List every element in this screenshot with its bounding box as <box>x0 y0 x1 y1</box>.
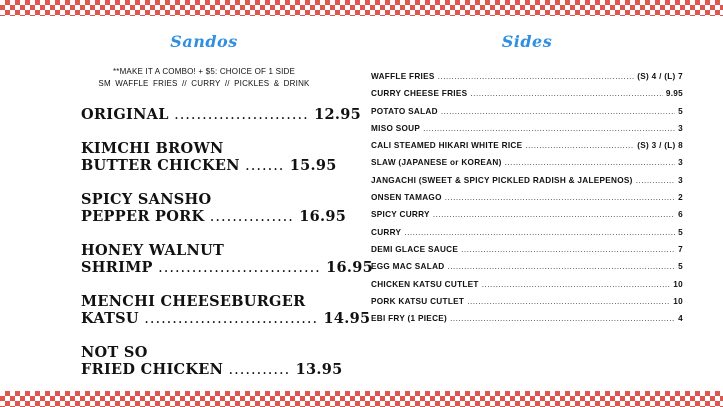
side-price: 10 <box>673 279 683 289</box>
side-name: SPICY CURRY <box>371 210 430 220</box>
side-name: ONSEN TAMAGO <box>371 193 442 203</box>
side-name: MISO SOUP <box>371 123 421 133</box>
side-item <box>371 158 683 175</box>
sando-name-line1: KIMCHI BROWN <box>81 140 224 157</box>
sides-title: Sides <box>501 32 553 51</box>
sando-item-kimchi <box>81 140 340 175</box>
dot-leader <box>433 210 675 219</box>
dot-leader: ........... <box>228 362 291 378</box>
side-item <box>371 314 683 331</box>
sando-item-fried-chicken <box>81 344 343 379</box>
side-name: SLAW (JAPANESE or KOREAN) <box>371 158 502 168</box>
side-price: 5 <box>678 106 683 116</box>
dot-leader <box>482 280 671 289</box>
dot-leader: ........................ <box>174 107 309 123</box>
side-name: CHICKEN KATSU CUTLET <box>371 279 479 289</box>
sando-item-menchi <box>81 293 371 328</box>
dot-leader <box>467 297 670 306</box>
sando-item-original <box>81 106 361 124</box>
dot-leader <box>445 193 675 202</box>
sando-price: 15.95 <box>289 157 337 174</box>
checkered-border-bottom <box>0 391 723 407</box>
side-price: 3 <box>678 123 683 133</box>
side-name: CALI STEAMED HIKARI WHITE RICE <box>371 141 523 151</box>
sando-name-line1: HONEY WALNUT <box>81 242 225 259</box>
side-price: 2 <box>678 193 683 203</box>
dot-leader: ....... <box>245 158 285 174</box>
sando-price: 16.95 <box>326 259 374 276</box>
sando-name-line1: NOT SO <box>81 344 148 361</box>
sando-price: 13.95 <box>295 361 343 378</box>
side-item <box>371 193 683 210</box>
sando-name-line2: KATSU <box>81 310 139 327</box>
side-item <box>371 72 683 89</box>
sandos-title: Sandos <box>170 32 238 51</box>
dot-leader <box>636 176 675 185</box>
sando-price: 16.95 <box>299 208 347 225</box>
dot-leader: ............................. <box>158 260 321 276</box>
dot-leader: ............... <box>209 209 294 225</box>
side-price: 5 <box>678 227 683 237</box>
sando-name-line2: BUTTER CHICKEN <box>81 157 240 174</box>
sandos-column <box>68 28 374 395</box>
combo-note <box>68 66 340 90</box>
sando-name-line1: MENCHI CHEESEBURGER <box>81 293 306 310</box>
side-name: PORK KATSU CUTLET <box>371 296 465 306</box>
sides-column <box>371 28 683 331</box>
dot-leader <box>525 141 634 150</box>
side-item <box>371 228 683 245</box>
sando-price: 14.95 <box>323 310 371 327</box>
side-name: WAFFLE FRIES <box>371 72 435 81</box>
side-item <box>371 141 683 158</box>
dot-leader <box>450 314 675 323</box>
side-name: EGG MAC SALAD <box>371 262 445 272</box>
side-name: DEMI GLACE SAUCE <box>371 244 459 254</box>
sando-name-line2: FRIED CHICKEN <box>81 361 224 378</box>
checkered-border-top <box>0 0 723 16</box>
side-item <box>371 210 683 227</box>
sando-item-walnut <box>81 242 374 277</box>
side-item <box>371 176 683 193</box>
side-price: 7 <box>678 244 683 254</box>
side-item <box>371 297 683 314</box>
side-item <box>371 245 683 262</box>
side-price: (S) 3 / (L) 8 <box>637 141 683 151</box>
sides-list <box>371 72 683 331</box>
sando-item-sansho <box>81 191 347 226</box>
sando-name: ORIGINAL <box>81 106 169 123</box>
side-price: 6 <box>678 210 683 220</box>
sando-name-line2: PEPPER PORK <box>81 208 205 225</box>
dot-leader <box>441 107 675 116</box>
side-item <box>371 107 683 124</box>
side-price: 9.95 <box>665 89 683 99</box>
side-price: 4 <box>678 314 683 324</box>
side-name: POTATO SALAD <box>371 106 438 116</box>
side-item <box>371 262 683 279</box>
side-price: 10 <box>673 296 683 306</box>
dot-leader <box>461 245 675 254</box>
combo-note-line1: **MAKE IT A COMBO! + $5: CHOICE OF 1 SIDE <box>112 67 296 76</box>
dot-leader <box>404 228 675 237</box>
dot-leader <box>448 262 676 271</box>
side-name: EBI FRY (1 PIECE) <box>371 314 448 324</box>
side-item <box>371 280 683 297</box>
dot-leader <box>423 124 675 133</box>
combo-note-line2: SM WAFFLE FRIES // CURRY // PICKLES & DRINK <box>98 79 310 88</box>
side-price: 3 <box>678 175 683 185</box>
sando-name-line1: SPICY SANSHO <box>81 191 212 208</box>
side-price: (S) 4 / (L) 7 <box>637 72 683 81</box>
side-name: CURRY <box>371 227 402 237</box>
side-name: CURRY CHEESE FRIES <box>371 89 468 99</box>
side-item <box>371 89 683 106</box>
sando-name-line2: SHRIMP <box>81 259 153 276</box>
dot-leader: ............................... <box>144 311 319 327</box>
dot-leader <box>470 89 662 98</box>
sando-price: 12.95 <box>314 106 361 123</box>
sandos-list <box>81 106 374 379</box>
side-item <box>371 124 683 141</box>
side-price: 3 <box>678 158 683 168</box>
side-price: 5 <box>678 262 683 272</box>
dot-leader <box>505 158 676 167</box>
dot-leader <box>438 72 635 81</box>
side-name: JANGACHI (SWEET & SPICY PICKLED RADISH & JALEPENOS) <box>371 175 633 185</box>
